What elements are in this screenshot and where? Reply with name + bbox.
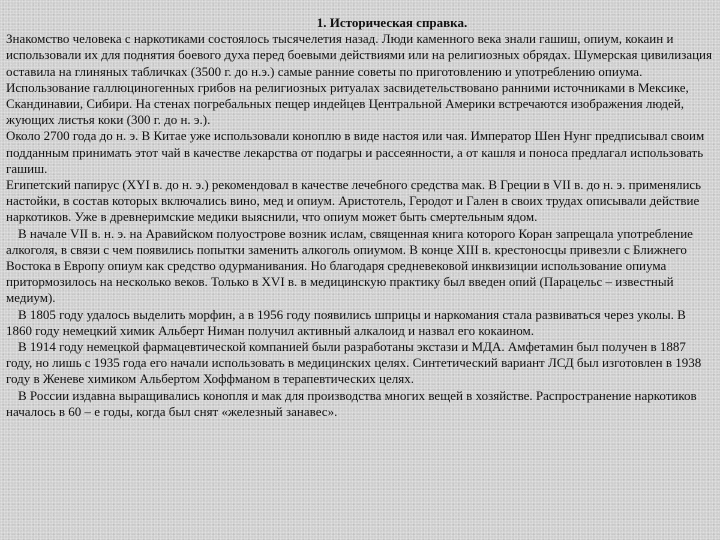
- paragraph-russia: В России издавна выращивались конопля и мак для производства многих вещей в хозяйстве. Распространение наркотиков началось в 60 – е годы, когда был снят «железный занавес».: [6, 387, 697, 419]
- paragraph-ancient-history: Знакомство человека с наркотиками состоялось тысячелетия назад. Люди каменного века знали гашиш, опиум, кокаин и использовали их для поднятия боевого духа перед боевыми действиями или на религиозных обрядах. Шумерская цивилизация оставила на глиняных табличках (3500 г. до н.э.) самые ранние советы по приготовлению и употреблению опиума. Использование галлюциногенных грибов на религиозных ритуалах засвидетельствовано ранними источниками в Мексике, Скандинавии, Сибири. На стенах погребальных пещер индейцев Центральной Америки встречаются изображения людей, жующих листья коки (300 г. до н. э.).: [6, 31, 712, 128]
- paragraph-islam-crusades: В начале VII в. н. э. на Аравийском полуострове возник ислам, священная книга которого Коран запрещала употребление алкоголя, в связи с чем появились попытки заменить алкоголь опиумом. В конце XIII в. крестоносцы привезли с Ближнего Востока в Европу опиум как средство одурманивания. Но благодаря средневековой инквизиции использование опиума притормозилось на несколько веков. Только в XVI в. в медицинскую практику был введен опий (Парацельс – известный медиум).: [6, 225, 693, 306]
- document-page: [6, 15, 712, 420]
- paragraph-synthetic-drugs: В 1914 году немецкой фармацевтической компанией были разработаны экстази и МДА. Амфетамин был получен в 1887 году, но лишь с 1935 года его начали использовать в медицинских целях. Синтетический вариант ЛСД был изготовлен в 1938 году в Женеве химиком Альбертом Хоффманом в терапевтических целях.: [6, 339, 702, 387]
- paragraph-china: Около 2700 года до н. э. В Китае уже использовали коноплю в виде настоя или чая. Император Шен Нунг предписывал своим подданным принимать этот чай в качестве лекарства от подагры и рассеянности, а от кашля и поноса предлагал использовать гашиш.: [6, 128, 705, 176]
- paragraph-morphine-cocaine: В 1805 году удалось выделить морфин, а в 1956 году появились шприцы и наркомания стала развиваться через уколы. В 1860 году немецкий химик Альберт Ниман получил активный алкалоид и назвал его кокаином.: [6, 306, 686, 338]
- paragraph-egypt-greece-rome: Египетский папирус (XYI в. до н. э.) рекомендовал в качестве лечебного средства мак. В Греции в VII в. до н. э. применялись настойки, в состав которых включались вино, мед и опиум. Аристотель, Геродот и Гален в своих трудах описывали действие наркотиков. Уже в древнеримские медики выяснили, что опиум может быть смертельным ядом.: [6, 177, 702, 225]
- document-title: 1. Историческая справка.: [316, 15, 468, 30]
